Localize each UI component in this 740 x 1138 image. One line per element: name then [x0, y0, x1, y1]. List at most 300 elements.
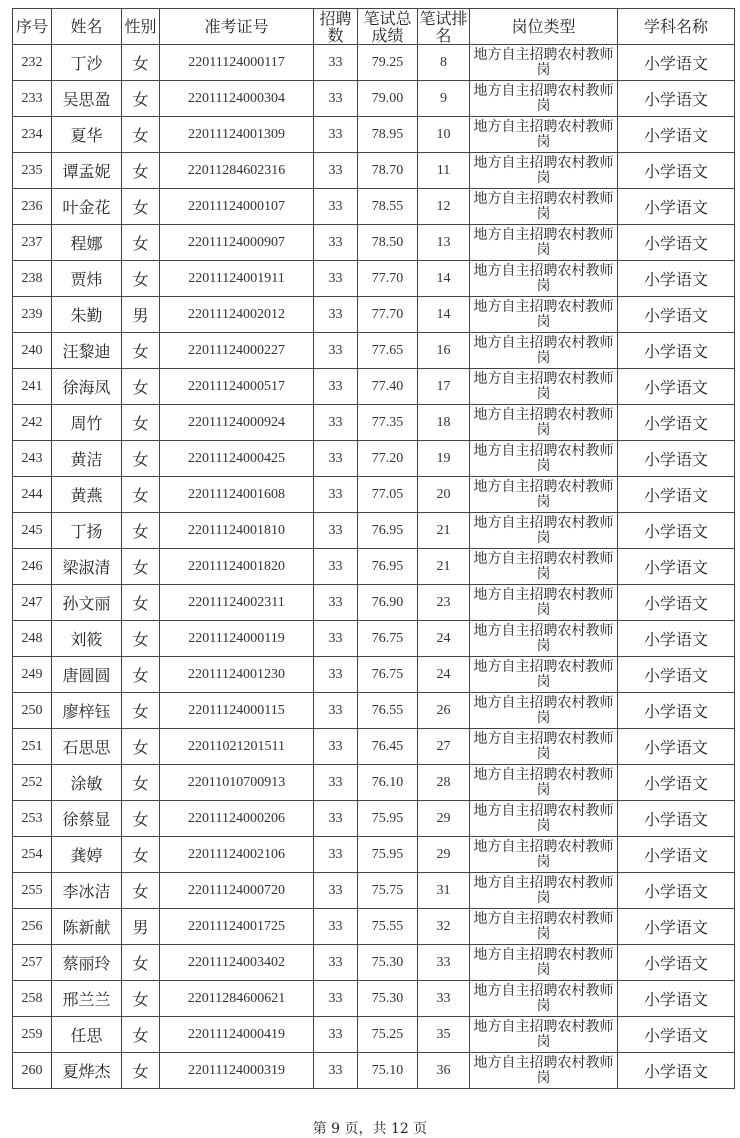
cell-name: 邢兰兰 [52, 981, 122, 1017]
cell-exam-id: 22011124001725 [160, 909, 314, 945]
table-row [13, 45, 735, 81]
cell-gender: 女 [122, 153, 160, 189]
cell-quota: 33 [314, 729, 358, 765]
cell-subject: 小学语文 [618, 801, 735, 837]
cell-rank: 13 [418, 225, 470, 261]
cell-gender: 女 [122, 333, 160, 369]
cell-name: 梁淑清 [52, 549, 122, 585]
cell-rank: 19 [418, 441, 470, 477]
cell-rank: 16 [418, 333, 470, 369]
table-row [13, 765, 735, 801]
header-row [13, 9, 735, 45]
cell-name: 黄洁 [52, 441, 122, 477]
cell-quota: 33 [314, 621, 358, 657]
cell-gender: 女 [122, 81, 160, 117]
cell-score: 75.25 [358, 1017, 418, 1053]
table-row [13, 1053, 735, 1089]
cell-exam-id: 22011124000117 [160, 45, 314, 81]
cell-rank: 27 [418, 729, 470, 765]
cell-gender: 女 [122, 549, 160, 585]
cell-seq: 255 [13, 873, 52, 909]
table-row [13, 369, 735, 405]
cell-rank: 14 [418, 297, 470, 333]
cell-rank: 29 [418, 801, 470, 837]
cell-name: 陈新献 [52, 909, 122, 945]
cell-name: 夏烨杰 [52, 1053, 122, 1089]
cell-rank: 11 [418, 153, 470, 189]
cell-subject: 小学语文 [618, 981, 735, 1017]
cell-quota: 33 [314, 549, 358, 585]
cell-name: 徐海凤 [52, 369, 122, 405]
cell-score: 78.70 [358, 153, 418, 189]
header-gender: 性别 [122, 9, 160, 45]
cell-seq: 254 [13, 837, 52, 873]
cell-score: 78.55 [358, 189, 418, 225]
cell-subject: 小学语文 [618, 333, 735, 369]
cell-quota: 33 [314, 657, 358, 693]
cell-score: 77.05 [358, 477, 418, 513]
cell-subject: 小学语文 [618, 873, 735, 909]
cell-subject: 小学语文 [618, 297, 735, 333]
cell-quota: 33 [314, 369, 358, 405]
cell-rank: 21 [418, 549, 470, 585]
cell-subject: 小学语文 [618, 477, 735, 513]
cell-quota: 33 [314, 765, 358, 801]
table-row [13, 873, 735, 909]
cell-exam-id: 22011124000907 [160, 225, 314, 261]
cell-gender: 女 [122, 981, 160, 1017]
cell-seq: 248 [13, 621, 52, 657]
cell-quota: 33 [314, 873, 358, 909]
cell-seq: 238 [13, 261, 52, 297]
cell-post-type: 地方自主招聘农村教师岗 [470, 117, 618, 153]
cell-name: 孙文丽 [52, 585, 122, 621]
cell-post-type: 地方自主招聘农村教师岗 [470, 657, 618, 693]
cell-rank: 32 [418, 909, 470, 945]
table-row [13, 801, 735, 837]
cell-seq: 244 [13, 477, 52, 513]
cell-name: 夏华 [52, 117, 122, 153]
cell-quota: 33 [314, 693, 358, 729]
cell-seq: 232 [13, 45, 52, 81]
cell-seq: 239 [13, 297, 52, 333]
cell-subject: 小学语文 [618, 261, 735, 297]
cell-post-type: 地方自主招聘农村教师岗 [470, 477, 618, 513]
table-row [13, 405, 735, 441]
cell-post-type: 地方自主招聘农村教师岗 [470, 837, 618, 873]
cell-subject: 小学语文 [618, 45, 735, 81]
header-rank: 笔试排名 [419, 8, 468, 45]
cell-exam-id: 22011124002106 [160, 837, 314, 873]
cell-quota: 33 [314, 117, 358, 153]
cell-gender: 女 [122, 621, 160, 657]
page-footer: 第 9 页，共 12 页 [312, 1121, 428, 1137]
cell-subject: 小学语文 [618, 585, 735, 621]
table-row [13, 909, 735, 945]
cell-exam-id: 22011124000517 [160, 369, 314, 405]
header-subject: 学科名称 [618, 9, 735, 45]
cell-post-type: 地方自主招聘农村教师岗 [470, 1017, 618, 1053]
cell-exam-id: 22011284600621 [160, 981, 314, 1017]
cell-rank: 24 [418, 657, 470, 693]
cell-score: 75.95 [358, 837, 418, 873]
table-row [13, 477, 735, 513]
cell-seq: 258 [13, 981, 52, 1017]
cell-quota: 33 [314, 405, 358, 441]
cell-gender: 女 [122, 945, 160, 981]
cell-gender: 男 [122, 909, 160, 945]
table-row [13, 657, 735, 693]
cell-post-type: 地方自主招聘农村教师岗 [470, 765, 618, 801]
cell-post-type: 地方自主招聘农村教师岗 [470, 261, 618, 297]
cell-seq: 246 [13, 549, 52, 585]
cell-gender: 女 [122, 1053, 160, 1089]
cell-score: 76.90 [358, 585, 418, 621]
cell-rank: 35 [418, 1017, 470, 1053]
table-row [13, 117, 735, 153]
cell-gender: 女 [122, 729, 160, 765]
cell-rank: 12 [418, 189, 470, 225]
cell-subject: 小学语文 [618, 1017, 735, 1053]
header-post-type: 岗位类型 [470, 9, 618, 45]
cell-exam-id: 22011124000119 [160, 621, 314, 657]
table-row [13, 189, 735, 225]
cell-score: 76.95 [358, 513, 418, 549]
cell-name: 唐圆圆 [52, 657, 122, 693]
cell-quota: 33 [314, 477, 358, 513]
cell-rank: 26 [418, 693, 470, 729]
cell-exam-id: 22011284602316 [160, 153, 314, 189]
cell-seq: 253 [13, 801, 52, 837]
cell-quota: 33 [314, 945, 358, 981]
cell-rank: 18 [418, 405, 470, 441]
score-table [12, 8, 735, 1089]
cell-seq: 256 [13, 909, 52, 945]
cell-post-type: 地方自主招聘农村教师岗 [470, 585, 618, 621]
cell-score: 77.20 [358, 441, 418, 477]
cell-subject: 小学语文 [618, 369, 735, 405]
cell-score: 76.75 [358, 621, 418, 657]
cell-exam-id: 22011124002311 [160, 585, 314, 621]
cell-seq: 234 [13, 117, 52, 153]
cell-post-type: 地方自主招聘农村教师岗 [470, 81, 618, 117]
cell-name: 汪黎迪 [52, 333, 122, 369]
cell-subject: 小学语文 [618, 549, 735, 585]
cell-gender: 女 [122, 441, 160, 477]
cell-rank: 10 [418, 117, 470, 153]
table-row [13, 441, 735, 477]
cell-post-type: 地方自主招聘农村教师岗 [470, 549, 618, 585]
table-body [13, 45, 735, 1089]
cell-exam-id: 22011124000924 [160, 405, 314, 441]
cell-gender: 女 [122, 45, 160, 81]
cell-gender: 女 [122, 837, 160, 873]
cell-name: 谭孟妮 [52, 153, 122, 189]
cell-gender: 女 [122, 801, 160, 837]
cell-subject: 小学语文 [618, 909, 735, 945]
cell-subject: 小学语文 [618, 513, 735, 549]
table-row [13, 225, 735, 261]
cell-gender: 女 [122, 1017, 160, 1053]
cell-seq: 243 [13, 441, 52, 477]
cell-quota: 33 [314, 153, 358, 189]
cell-score: 77.40 [358, 369, 418, 405]
cell-score: 78.95 [358, 117, 418, 153]
cell-score: 79.00 [358, 81, 418, 117]
cell-post-type: 地方自主招聘农村教师岗 [470, 297, 618, 333]
cell-quota: 33 [314, 981, 358, 1017]
cell-subject: 小学语文 [618, 117, 735, 153]
cell-subject: 小学语文 [618, 1053, 735, 1089]
cell-exam-id: 22011124003402 [160, 945, 314, 981]
cell-seq: 251 [13, 729, 52, 765]
cell-gender: 女 [122, 693, 160, 729]
cell-gender: 女 [122, 765, 160, 801]
cell-name: 丁沙 [52, 45, 122, 81]
cell-quota: 33 [314, 909, 358, 945]
cell-gender: 男 [122, 297, 160, 333]
cell-seq: 247 [13, 585, 52, 621]
cell-exam-id: 22011124001309 [160, 117, 314, 153]
cell-post-type: 地方自主招聘农村教师岗 [470, 909, 618, 945]
cell-score: 75.30 [358, 981, 418, 1017]
cell-gender: 女 [122, 261, 160, 297]
table-row [13, 333, 735, 369]
cell-score: 76.95 [358, 549, 418, 585]
cell-seq: 260 [13, 1053, 52, 1089]
cell-subject: 小学语文 [618, 693, 735, 729]
cell-rank: 31 [418, 873, 470, 909]
cell-exam-id: 22011124000107 [160, 189, 314, 225]
cell-quota: 33 [314, 441, 358, 477]
cell-rank: 36 [418, 1053, 470, 1089]
table-row [13, 981, 735, 1017]
header-score: 笔试总成绩 [358, 9, 418, 45]
table-row [13, 513, 735, 549]
cell-rank: 33 [418, 981, 470, 1017]
cell-seq: 257 [13, 945, 52, 981]
cell-post-type: 地方自主招聘农村教师岗 [470, 441, 618, 477]
cell-post-type: 地方自主招聘农村教师岗 [470, 1053, 618, 1089]
cell-subject: 小学语文 [618, 441, 735, 477]
cell-post-type: 地方自主招聘农村教师岗 [470, 405, 618, 441]
cell-quota: 33 [314, 1053, 358, 1089]
cell-seq: 237 [13, 225, 52, 261]
cell-subject: 小学语文 [618, 657, 735, 693]
cell-subject: 小学语文 [618, 225, 735, 261]
cell-quota: 33 [314, 1017, 358, 1053]
cell-name: 吴思盈 [52, 81, 122, 117]
header-quota: 招聘数 [314, 9, 358, 45]
cell-name: 周竹 [52, 405, 122, 441]
cell-seq: 233 [13, 81, 52, 117]
cell-score: 77.65 [358, 333, 418, 369]
cell-subject: 小学语文 [618, 153, 735, 189]
cell-gender: 女 [122, 873, 160, 909]
cell-score: 77.70 [358, 261, 418, 297]
cell-seq: 259 [13, 1017, 52, 1053]
cell-exam-id: 22011124002012 [160, 297, 314, 333]
cell-score: 78.50 [358, 225, 418, 261]
table-row [13, 153, 735, 189]
cell-score: 76.45 [358, 729, 418, 765]
cell-name: 石思思 [52, 729, 122, 765]
table-row [13, 837, 735, 873]
cell-seq: 250 [13, 693, 52, 729]
cell-seq: 242 [13, 405, 52, 441]
table-row [13, 945, 735, 981]
cell-rank: 23 [418, 585, 470, 621]
cell-subject: 小学语文 [618, 729, 735, 765]
cell-exam-id: 22011124000720 [160, 873, 314, 909]
cell-gender: 女 [122, 225, 160, 261]
cell-subject: 小学语文 [618, 189, 735, 225]
cell-quota: 33 [314, 261, 358, 297]
cell-name: 蔡丽玲 [52, 945, 122, 981]
cell-post-type: 地方自主招聘农村教师岗 [470, 225, 618, 261]
cell-post-type: 地方自主招聘农村教师岗 [470, 153, 618, 189]
cell-score: 76.55 [358, 693, 418, 729]
cell-quota: 33 [314, 225, 358, 261]
cell-score: 75.55 [358, 909, 418, 945]
cell-exam-id: 22011124001608 [160, 477, 314, 513]
table-row [13, 585, 735, 621]
cell-exam-id: 22011124000115 [160, 693, 314, 729]
cell-post-type: 地方自主招聘农村教师岗 [470, 873, 618, 909]
cell-gender: 女 [122, 585, 160, 621]
cell-quota: 33 [314, 333, 358, 369]
cell-subject: 小学语文 [618, 405, 735, 441]
cell-exam-id: 22011124001230 [160, 657, 314, 693]
cell-subject: 小学语文 [618, 621, 735, 657]
cell-score: 75.30 [358, 945, 418, 981]
cell-gender: 女 [122, 477, 160, 513]
cell-seq: 241 [13, 369, 52, 405]
cell-score: 77.70 [358, 297, 418, 333]
cell-subject: 小学语文 [618, 81, 735, 117]
cell-seq: 245 [13, 513, 52, 549]
cell-rank: 17 [418, 369, 470, 405]
cell-post-type: 地方自主招聘农村教师岗 [470, 621, 618, 657]
cell-score: 77.35 [358, 405, 418, 441]
cell-post-type: 地方自主招聘农村教师岗 [470, 369, 618, 405]
cell-score: 76.75 [358, 657, 418, 693]
table-row [13, 729, 735, 765]
cell-gender: 女 [122, 513, 160, 549]
cell-subject: 小学语文 [618, 837, 735, 873]
cell-gender: 女 [122, 369, 160, 405]
cell-subject: 小学语文 [618, 945, 735, 981]
header-seq: 序号 [13, 9, 52, 45]
cell-gender: 女 [122, 117, 160, 153]
cell-gender: 女 [122, 189, 160, 225]
cell-exam-id: 22011124000304 [160, 81, 314, 117]
table-row [13, 81, 735, 117]
table-row [13, 621, 735, 657]
cell-exam-id: 22011124000425 [160, 441, 314, 477]
table-row [13, 693, 735, 729]
cell-quota: 33 [314, 81, 358, 117]
cell-rank: 28 [418, 765, 470, 801]
cell-seq: 236 [13, 189, 52, 225]
cell-exam-id: 22011124000319 [160, 1053, 314, 1089]
cell-score: 76.10 [358, 765, 418, 801]
cell-post-type: 地方自主招聘农村教师岗 [470, 513, 618, 549]
cell-quota: 33 [314, 189, 358, 225]
table-row [13, 1017, 735, 1053]
cell-exam-id: 22011124001911 [160, 261, 314, 297]
cell-post-type: 地方自主招聘农村教师岗 [470, 945, 618, 981]
cell-seq: 240 [13, 333, 52, 369]
cell-subject: 小学语文 [618, 765, 735, 801]
cell-quota: 33 [314, 513, 358, 549]
cell-post-type: 地方自主招聘农村教师岗 [470, 801, 618, 837]
cell-name: 任思 [52, 1017, 122, 1053]
cell-seq: 249 [13, 657, 52, 693]
cell-exam-id: 22011124001820 [160, 549, 314, 585]
cell-name: 贾炜 [52, 261, 122, 297]
cell-name: 龚婷 [52, 837, 122, 873]
cell-name: 徐蔡显 [52, 801, 122, 837]
cell-exam-id: 22011124000227 [160, 333, 314, 369]
cell-score: 79.25 [358, 45, 418, 81]
table-row [13, 297, 735, 333]
cell-rank: 8 [418, 45, 470, 81]
cell-post-type: 地方自主招聘农村教师岗 [470, 189, 618, 225]
cell-name: 叶金花 [52, 189, 122, 225]
cell-name: 程娜 [52, 225, 122, 261]
cell-rank: 20 [418, 477, 470, 513]
header-exam-id: 准考证号 [160, 9, 314, 45]
cell-name: 丁扬 [52, 513, 122, 549]
cell-seq: 252 [13, 765, 52, 801]
cell-post-type: 地方自主招聘农村教师岗 [470, 693, 618, 729]
cell-rank: 29 [418, 837, 470, 873]
cell-rank: 24 [418, 621, 470, 657]
cell-name: 廖梓钰 [52, 693, 122, 729]
cell-post-type: 地方自主招聘农村教师岗 [470, 45, 618, 81]
cell-rank: 9 [418, 81, 470, 117]
cell-name: 黄燕 [52, 477, 122, 513]
table-row [13, 261, 735, 297]
cell-post-type: 地方自主招聘农村教师岗 [470, 333, 618, 369]
cell-post-type: 地方自主招聘农村教师岗 [470, 729, 618, 765]
cell-exam-id: 22011021201511 [160, 729, 314, 765]
cell-exam-id: 22011124001810 [160, 513, 314, 549]
cell-gender: 女 [122, 405, 160, 441]
cell-exam-id: 22011010700913 [160, 765, 314, 801]
cell-rank: 21 [418, 513, 470, 549]
cell-quota: 33 [314, 801, 358, 837]
table-row [13, 549, 735, 585]
cell-score: 75.10 [358, 1053, 418, 1089]
cell-seq: 235 [13, 153, 52, 189]
cell-rank: 33 [418, 945, 470, 981]
cell-post-type: 地方自主招聘农村教师岗 [470, 981, 618, 1017]
cell-score: 75.95 [358, 801, 418, 837]
cell-quota: 33 [314, 297, 358, 333]
cell-rank: 14 [418, 261, 470, 297]
cell-name: 李冰洁 [52, 873, 122, 909]
cell-score: 75.75 [358, 873, 418, 909]
cell-name: 朱勤 [52, 297, 122, 333]
cell-quota: 33 [314, 585, 358, 621]
cell-exam-id: 22011124000419 [160, 1017, 314, 1053]
cell-quota: 33 [314, 45, 358, 81]
cell-quota: 33 [314, 837, 358, 873]
cell-name: 涂敏 [52, 765, 122, 801]
cell-name: 刘筱 [52, 621, 122, 657]
